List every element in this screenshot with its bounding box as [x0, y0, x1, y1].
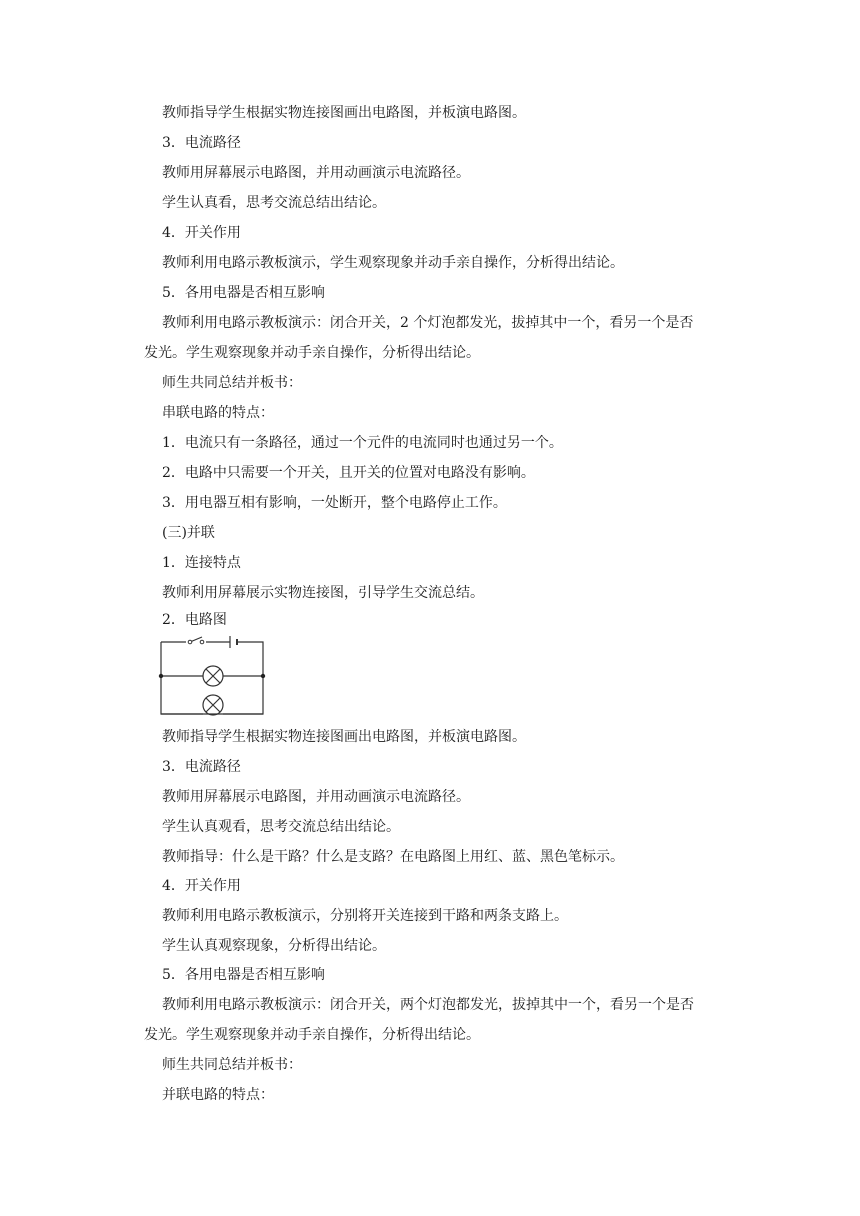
paragraph-line: 教师指导学生根据实物连接图画出电路图，并板演电路图。	[162, 729, 526, 745]
paragraph-line: 教师利用电路示教板演示：闭合开关，2 个灯泡都发光，拔掉其中一个，看另一个是否	[162, 315, 694, 331]
paragraph-line: 学生认真观察现象，分析得出结论。	[162, 938, 386, 954]
section-heading: 1．连接特点	[162, 555, 241, 571]
paragraph-line: 教师指导学生根据实物连接图画出电路图，并板演电路图。	[162, 105, 526, 121]
section-heading: 5．各用电器是否相互影响	[162, 967, 325, 983]
paragraph-line: 教师指导：什么是干路？什么是支路？在电路图上用红、蓝、黑色笔标示。	[162, 849, 624, 865]
paragraph-line: 教师利用电路示教板演示，学生观察现象并动手亲自操作，分析得出结论。	[162, 255, 624, 271]
section-heading: 3．电流路径	[162, 759, 241, 775]
section-heading: 4．开关作用	[162, 878, 241, 894]
paragraph-line: 师生共同总结并板书：	[162, 1057, 302, 1073]
section-heading: 5．各用电器是否相互影响	[162, 285, 325, 301]
section-heading: (三)并联	[162, 525, 215, 541]
section-heading: 4．开关作用	[162, 225, 241, 241]
paragraph-line-continued: 发光。学生观察现象并动手亲自操作，分析得出结论。	[144, 345, 480, 361]
paragraph-line: 师生共同总结并板书：	[162, 375, 302, 391]
switch-contact	[188, 640, 192, 644]
paragraph-line: 教师用屏幕展示电路图，并用动画演示电流路径。	[162, 165, 470, 181]
list-item: 2．电路中只需要一个开关，且开关的位置对电路没有影响。	[162, 465, 535, 481]
paragraph-line: 学生认真看，思考交流总结出结论。	[162, 195, 386, 211]
paragraph-line: 学生认真观看，思考交流总结出结论。	[162, 819, 400, 835]
parallel-circuit-diagram	[158, 632, 268, 720]
paragraph-line: 教师用屏幕展示电路图，并用动画演示电流路径。	[162, 789, 470, 805]
junction-node	[261, 674, 265, 678]
paragraph-line: 教师利用电路示教板演示，分别将开关连接到干路和两条支路上。	[162, 908, 568, 924]
paragraph-line: 教师利用屏幕展示实物连接图，引导学生交流总结。	[162, 585, 484, 601]
junction-node	[159, 674, 163, 678]
paragraph-line: 串联电路的特点：	[162, 405, 274, 421]
list-item: 1．电流只有一条路径，通过一个元件的电流同时也通过另一个。	[162, 435, 563, 451]
paragraph-line-continued: 发光。学生观察现象并动手亲自操作，分析得出结论。	[144, 1027, 480, 1043]
paragraph-line: 教师利用电路示教板演示：闭合开关，两个灯泡都发光，拔掉其中一个，看另一个是否	[162, 997, 694, 1013]
paragraph-line: 并联电路的特点：	[162, 1087, 274, 1103]
list-item: 3．用电器互相有影响，一处断开，整个电路停止工作。	[162, 495, 507, 511]
switch-contact	[200, 640, 204, 644]
section-heading: 3．电流路径	[162, 135, 241, 151]
lamp-cross	[206, 698, 220, 712]
section-heading: 2．电路图	[162, 612, 227, 628]
lamp-cross	[206, 669, 220, 683]
